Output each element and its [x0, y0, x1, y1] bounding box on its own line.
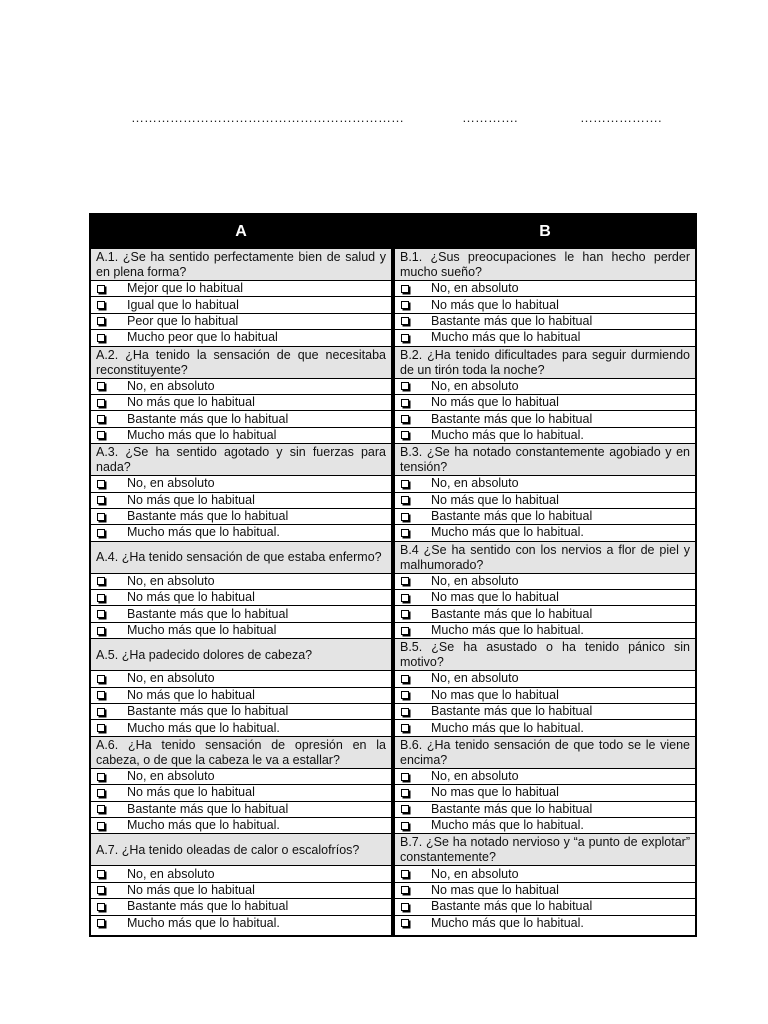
question-text: B.6. ¿Ha tenido sensación de que todo se le viene encima? [395, 736, 695, 768]
answer-option[interactable] [395, 801, 695, 817]
answer-option[interactable] [91, 280, 391, 296]
checkbox-icon[interactable] [401, 903, 409, 911]
checkbox-icon[interactable] [97, 789, 105, 797]
answer-option[interactable] [395, 915, 695, 931]
answer-option-label: Mucho más que lo habitual [431, 330, 581, 345]
answer-option[interactable] [91, 296, 391, 312]
answer-option-label: Mucho más que lo habitual. [431, 915, 584, 930]
answer-option[interactable] [395, 524, 695, 540]
answer-option-label: Bastante más que lo habitual [431, 801, 593, 816]
checkbox-icon[interactable] [97, 773, 105, 781]
checkbox-icon[interactable] [97, 627, 105, 635]
answer-option[interactable] [91, 865, 391, 881]
answer-option[interactable] [91, 589, 391, 605]
answer-option[interactable] [91, 670, 391, 686]
answer-option[interactable] [91, 573, 391, 589]
checkbox-icon[interactable] [97, 577, 105, 585]
answer-option[interactable] [395, 410, 695, 426]
question-text: B.1. ¿Sus preocupaciones le han hecho perder mucho sueño? [395, 248, 695, 280]
column-a-header: A [91, 215, 391, 248]
answer-option-label: Mucho peor que lo habitual [127, 330, 278, 345]
answer-option-label: Mucho más que lo habitual. [127, 525, 280, 540]
answer-option[interactable] [395, 719, 695, 735]
answer-option[interactable] [395, 670, 695, 686]
answer-option-label: Bastante más que lo habitual [431, 313, 593, 328]
answer-option[interactable] [91, 508, 391, 524]
answer-option-label: No, en absoluto [127, 573, 215, 588]
column-a [91, 215, 391, 935]
answer-option-label: No, en absoluto [431, 866, 519, 881]
answer-option[interactable] [91, 719, 391, 735]
answer-option[interactable] [91, 817, 391, 833]
answer-option-label: No más que lo habitual [127, 590, 255, 605]
checkbox-icon[interactable] [401, 870, 409, 878]
answer-option-label: Bastante más que lo habitual [127, 509, 289, 524]
answer-option-label: No, en absoluto [127, 769, 215, 783]
checkbox-icon[interactable] [97, 415, 105, 423]
answer-option[interactable] [91, 605, 391, 621]
answer-option[interactable] [395, 492, 695, 508]
checkbox-icon[interactable] [401, 415, 409, 423]
answer-option-label: Bastante más que lo habitual [431, 606, 593, 621]
answer-option[interactable] [91, 622, 391, 638]
answer-option[interactable] [91, 410, 391, 426]
answer-option-label: Mucho más que lo habitual [127, 427, 277, 442]
answer-option-label: No mas que lo habitual [431, 785, 559, 800]
answer-option[interactable] [91, 898, 391, 914]
question-text: A.6. ¿Ha tenido sensación de opresión en la cabeza, o de que la cabeza le va a estallar? [91, 736, 391, 768]
checkbox-icon[interactable] [97, 805, 105, 813]
checkbox-icon[interactable] [97, 822, 105, 830]
checkbox-icon[interactable] [401, 285, 409, 293]
checkbox-icon[interactable] [401, 513, 409, 521]
answer-option-label: Peor que lo habitual [127, 313, 239, 328]
checkbox-icon[interactable] [401, 627, 409, 635]
checkbox-icon[interactable] [97, 496, 105, 504]
checkbox-icon[interactable] [401, 301, 409, 309]
checkbox-icon[interactable] [97, 919, 105, 927]
checkbox-icon[interactable] [401, 724, 409, 732]
question-text: A.2. ¿Ha tenido la sensación de que necesitaba reconstituyente? [91, 346, 391, 378]
checkbox-icon[interactable] [97, 691, 105, 699]
answer-option-label: No, en absoluto [431, 476, 519, 491]
answer-option[interactable] [395, 768, 695, 784]
answer-option[interactable] [395, 573, 695, 589]
answer-option-label: No, en absoluto [127, 866, 215, 881]
checkbox-icon[interactable] [401, 334, 409, 342]
answer-option[interactable] [91, 378, 391, 394]
answer-option[interactable] [91, 703, 391, 719]
answer-option-label: Bastante más que lo habitual [127, 411, 289, 426]
checkbox-icon[interactable] [401, 399, 409, 407]
answer-option[interactable] [91, 768, 391, 784]
date-blank-line[interactable]: …………. [462, 110, 518, 125]
question-text: B.7. ¿Se ha notado nervioso y “a punto de explotar” constantemente? [395, 833, 695, 865]
checkbox-icon[interactable] [97, 513, 105, 521]
answer-option[interactable] [395, 394, 695, 410]
checkbox-icon[interactable] [401, 691, 409, 699]
answer-option-label: No, en absoluto [431, 573, 519, 588]
checkbox-icon[interactable] [97, 675, 105, 683]
checkbox-icon[interactable] [401, 382, 409, 390]
answer-option[interactable] [91, 492, 391, 508]
answer-option[interactable] [91, 427, 391, 443]
question-text: B.3. ¿Se ha notado constantemente agobiado y en tensión? [395, 443, 695, 475]
checkbox-icon[interactable] [97, 886, 105, 894]
answer-option[interactable] [395, 313, 695, 329]
answer-option[interactable] [395, 378, 695, 394]
answer-option[interactable] [91, 915, 391, 931]
answer-option[interactable] [91, 882, 391, 898]
checkbox-icon[interactable] [97, 480, 105, 488]
checkbox-icon[interactable] [401, 317, 409, 325]
answer-option-label: Mejor que lo habitual [127, 281, 244, 296]
checkbox-icon[interactable] [401, 789, 409, 797]
answer-option-label: No más que lo habitual [431, 492, 559, 507]
checkbox-icon[interactable] [401, 594, 409, 602]
answer-option[interactable] [91, 784, 391, 800]
answer-option-label: No, en absoluto [431, 281, 519, 296]
answer-option[interactable] [395, 296, 695, 312]
answer-option-label: No más que lo habitual [127, 785, 255, 800]
answer-option[interactable] [395, 605, 695, 621]
answer-option[interactable] [91, 394, 391, 410]
answer-option-label: No más que lo habitual [127, 492, 255, 507]
answer-option[interactable] [91, 801, 391, 817]
checkbox-icon[interactable] [97, 594, 105, 602]
extra-blank-line[interactable]: ………………. [580, 110, 662, 125]
checkbox-icon[interactable] [401, 529, 409, 537]
checkbox-icon[interactable] [97, 301, 105, 309]
answer-option-label: Mucho más que lo habitual. [431, 525, 584, 540]
answer-option-label: No más que lo habitual [431, 395, 559, 410]
question-text: B.5. ¿Se ha asustado o ha tenido pánico sin motivo? [395, 638, 695, 670]
checkbox-icon[interactable] [97, 317, 105, 325]
checkbox-icon[interactable] [401, 708, 409, 716]
answer-option[interactable] [91, 329, 391, 345]
checkbox-icon[interactable] [401, 675, 409, 683]
answer-option[interactable] [395, 817, 695, 833]
answer-option-label: No, en absoluto [431, 671, 519, 686]
answer-option-label: Mucho más que lo habitual. [431, 427, 584, 442]
answer-option[interactable] [395, 703, 695, 719]
checkbox-icon[interactable] [97, 529, 105, 537]
answer-option-label: Bastante más que lo habitual [431, 509, 593, 524]
answer-option-label: No, en absoluto [127, 378, 215, 393]
question-text: A.3. ¿Se ha sentido agotado y sin fuerzas para nada? [91, 443, 391, 475]
question-text: B.2. ¿Ha tenido dificultades para seguir durmiendo de un tirón toda la noche? [395, 346, 695, 378]
answer-option-label: No más que lo habitual [127, 882, 255, 897]
answer-option[interactable] [395, 687, 695, 703]
answer-option[interactable] [395, 475, 695, 491]
checkbox-icon[interactable] [97, 903, 105, 911]
answer-option-label: Mucho más que lo habitual. [127, 720, 280, 735]
checkbox-icon[interactable] [97, 870, 105, 878]
answer-option-label: Mucho más que lo habitual. [431, 623, 584, 638]
answer-option-label: Mucho más que lo habitual. [431, 720, 584, 735]
answer-option-label: No mas que lo habitual [431, 882, 559, 897]
question-text: A.4. ¿Ha tenido sensación de que estaba enfermo? [91, 541, 391, 573]
answer-option-label: Bastante más que lo habitual [127, 704, 289, 719]
answer-option[interactable] [395, 865, 695, 881]
checkbox-icon[interactable] [401, 610, 409, 618]
answer-option-label: Mucho más que lo habitual. [127, 915, 280, 930]
answer-option-label: Bastante más que lo habitual [431, 704, 593, 719]
answer-option[interactable] [395, 427, 695, 443]
checkbox-icon[interactable] [97, 724, 105, 732]
answer-option-label: No más que lo habitual [127, 395, 255, 410]
answer-option-label: No, en absoluto [127, 671, 215, 686]
answer-option[interactable] [395, 784, 695, 800]
checkbox-icon[interactable] [97, 285, 105, 293]
checkbox-icon[interactable] [401, 822, 409, 830]
question-text: A.5. ¿Ha padecido dolores de cabeza? [91, 638, 391, 670]
answer-option-label: No, en absoluto [431, 378, 519, 393]
question-text: B.4 ¿Se ha sentido con los nervios a flor de piel y malhumorado? [395, 541, 695, 573]
answer-option-label: Bastante más que lo habitual [127, 801, 289, 816]
checkbox-icon[interactable] [401, 773, 409, 781]
checkbox-icon[interactable] [97, 382, 105, 390]
answer-option-label: Bastante más que lo habitual [431, 411, 593, 426]
answer-option[interactable] [395, 329, 695, 345]
checkbox-icon[interactable] [401, 577, 409, 585]
answer-option-label: No más que lo habitual [127, 687, 255, 702]
checkbox-icon[interactable] [401, 805, 409, 813]
answer-option-label: No mas que lo habitual [431, 687, 559, 702]
question-text: A.1. ¿Se ha sentido perfectamente bien de salud y en plena forma? [91, 248, 391, 280]
name-blank-line[interactable]: ……………………………………………………… [131, 110, 404, 125]
answer-option-label: Bastante más que lo habitual [127, 899, 289, 914]
answer-option-label: Bastante más que lo habitual [431, 899, 593, 914]
checkbox-icon[interactable] [97, 399, 105, 407]
question-text: A.7. ¿Ha tenido oleadas de calor o escalofríos? [91, 833, 391, 865]
answer-option[interactable] [91, 475, 391, 491]
answer-option[interactable] [91, 524, 391, 540]
answer-option[interactable] [395, 622, 695, 638]
checkbox-icon[interactable] [401, 431, 409, 439]
answer-option-label: Mucho más que lo habitual. [431, 818, 584, 833]
answer-option[interactable] [395, 280, 695, 296]
answer-option[interactable] [91, 313, 391, 329]
column-b [395, 215, 695, 935]
checkbox-icon[interactable] [401, 480, 409, 488]
answer-option[interactable] [395, 882, 695, 898]
checkbox-icon[interactable] [97, 610, 105, 618]
checkbox-icon[interactable] [97, 334, 105, 342]
answer-option-label: No, en absoluto [127, 476, 215, 491]
checkbox-icon[interactable] [97, 708, 105, 716]
checkbox-icon[interactable] [401, 496, 409, 504]
answer-option-label: Mucho más que lo habitual [127, 623, 277, 638]
answer-option-label: No más que lo habitual [431, 297, 559, 312]
answer-option[interactable] [395, 589, 695, 605]
answer-option[interactable] [395, 898, 695, 914]
answer-option-label: No mas que lo habitual [431, 590, 559, 605]
answer-option-label: Mucho más que lo habitual. [127, 818, 280, 833]
answer-option-label: Bastante más que lo habitual [127, 606, 289, 621]
checkbox-icon[interactable] [97, 431, 105, 439]
answer-option[interactable] [395, 508, 695, 524]
checkbox-icon[interactable] [401, 886, 409, 894]
answer-option-label: No, en absoluto [431, 769, 519, 783]
answer-option-label: Igual que lo habitual [127, 297, 239, 312]
questionnaire-table [89, 213, 697, 937]
answer-option[interactable] [91, 687, 391, 703]
column-b-header: B [395, 215, 695, 248]
checkbox-icon[interactable] [401, 919, 409, 927]
